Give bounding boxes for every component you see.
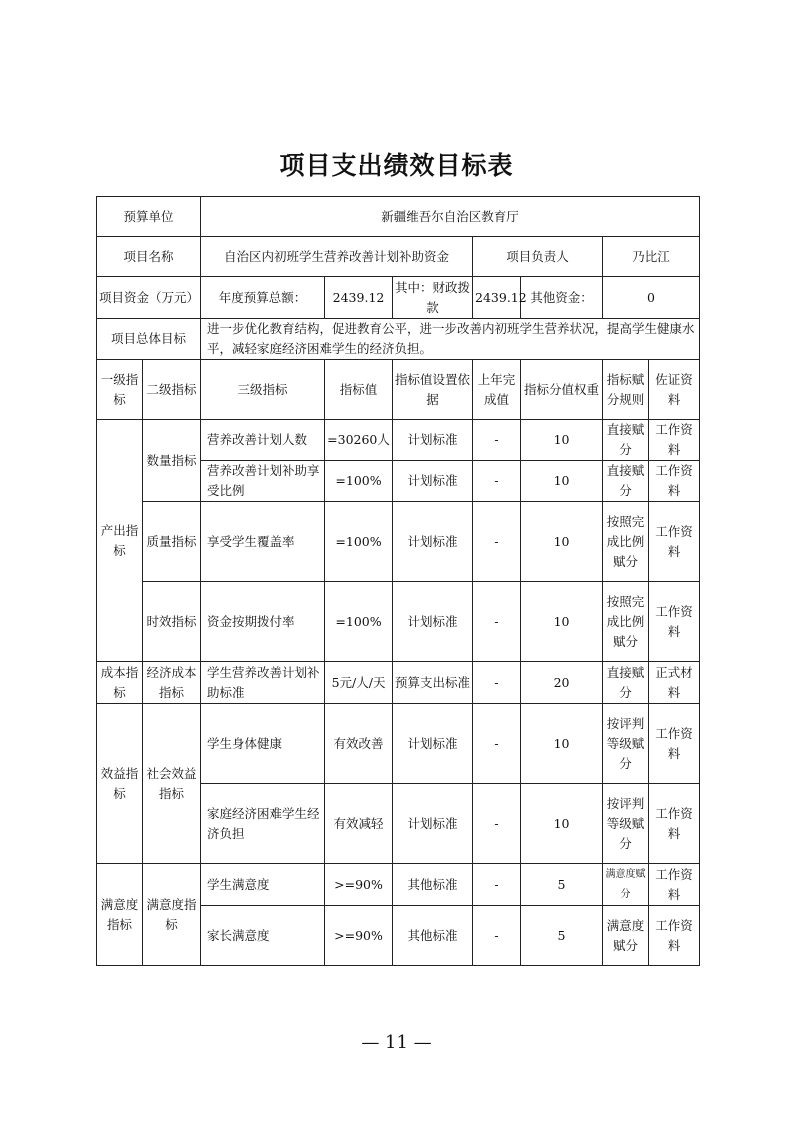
value-cell: =100% — [325, 582, 393, 662]
table-row — [97, 420, 700, 461]
level2-cell: 质量指标 — [143, 502, 201, 582]
indicator-cell: 资金按期拨付率 — [201, 582, 325, 662]
table-row — [97, 864, 700, 906]
evidence-cell: 工作资料 — [649, 864, 700, 906]
unit-value: 新疆维吾尔自治区教育厅 — [201, 197, 700, 237]
value-cell: =30260人 — [325, 420, 393, 461]
value-cell: 有效改善 — [325, 704, 393, 784]
rule-cell: 满意度赋分 — [603, 906, 649, 966]
indicator-cell: 享受学生覆盖率 — [201, 502, 325, 582]
last-year-cell: - — [473, 784, 521, 864]
evidence-cell: 工作资料 — [649, 420, 700, 461]
page-title: 项目支出绩效目标表 — [279, 151, 514, 180]
indicator-cell: 营养改善计划补助享受比例 — [201, 461, 325, 502]
basis-cell: 计划标准 — [393, 704, 473, 784]
other-funds-value: 0 — [603, 277, 700, 319]
weight-cell: 5 — [521, 864, 603, 906]
level2-cell: 数量指标 — [143, 420, 201, 502]
level2-cell: 社会效益指标 — [143, 704, 201, 864]
last-year-cell: - — [473, 582, 521, 662]
evidence-cell: 工作资料 — [649, 784, 700, 864]
annual-budget-label: 年度预算总额： — [201, 277, 325, 319]
rule-cell: 按照完成比例赋分 — [603, 502, 649, 582]
last-year-cell: - — [473, 420, 521, 461]
fiscal-value: 2439.12 — [473, 277, 521, 319]
weight-cell: 10 — [521, 502, 603, 582]
basis-cell: 其他标准 — [393, 906, 473, 966]
indicator-cell: 学生满意度 — [201, 864, 325, 906]
basis-cell: 其他标准 — [393, 864, 473, 906]
page-number: — 11 — — [361, 1032, 432, 1053]
level1-cell: 满意度指标 — [97, 864, 143, 966]
column-header: 指标分值权重 — [521, 360, 603, 420]
performance-target-table — [96, 196, 700, 966]
value-cell: 5元/人/天 — [325, 662, 393, 704]
evidence-cell: 工作资料 — [649, 906, 700, 966]
basis-cell: 计划标准 — [393, 582, 473, 662]
annual-budget-value: 2439.12 — [325, 277, 393, 319]
weight-cell: 10 — [521, 582, 603, 662]
rule-cell: 满意度赋分 — [603, 864, 649, 906]
rule-cell: 直接赋分 — [603, 420, 649, 461]
last-year-cell: - — [473, 662, 521, 704]
level1-cell: 产出指标 — [97, 420, 143, 662]
rule-cell: 按评判等级赋分 — [603, 784, 649, 864]
indicator-cell: 学生身体健康 — [201, 704, 325, 784]
indicator-cell: 家长满意度 — [201, 906, 325, 966]
weight-cell: 5 — [521, 906, 603, 966]
level2-cell: 满意度指标 — [143, 864, 201, 966]
last-year-cell: - — [473, 502, 521, 582]
owner-label: 项目负责人 — [473, 237, 603, 277]
evidence-cell: 工作资料 — [649, 582, 700, 662]
basis-cell: 计划标准 — [393, 502, 473, 582]
other-funds-label: 其他资金： — [521, 277, 603, 319]
level2-cell: 经济成本指标 — [143, 662, 201, 704]
column-header: 指标值设置依据 — [393, 360, 473, 420]
weight-cell: 10 — [521, 784, 603, 864]
column-header: 佐证资料 — [649, 360, 700, 420]
basis-cell: 计划标准 — [393, 784, 473, 864]
basis-cell: 预算支出标准 — [393, 662, 473, 704]
column-header: 指标值 — [325, 360, 393, 420]
evidence-cell: 正式材料 — [649, 662, 700, 704]
last-year-cell: - — [473, 704, 521, 784]
basis-cell: 计划标准 — [393, 420, 473, 461]
column-header: 一级指标 — [97, 360, 143, 420]
owner-value: 乃比江 — [603, 237, 700, 277]
indicator-cell: 学生营养改善计划补助标准 — [201, 662, 325, 704]
project-name-label: 项目名称 — [97, 237, 201, 277]
last-year-cell: - — [473, 461, 521, 502]
level1-cell: 效益指标 — [97, 704, 143, 864]
weight-cell: 10 — [521, 704, 603, 784]
value-cell: >=90% — [325, 864, 393, 906]
rule-cell: 按照完成比例赋分 — [603, 582, 649, 662]
column-header: 上年完成值 — [473, 360, 521, 420]
column-header: 指标赋分规则 — [603, 360, 649, 420]
evidence-cell: 工作资料 — [649, 704, 700, 784]
rule-cell: 直接赋分 — [603, 461, 649, 502]
last-year-cell: - — [473, 864, 521, 906]
basis-cell: 计划标准 — [393, 461, 473, 502]
goal-label: 项目总体目标 — [97, 319, 201, 360]
value-cell: >=90% — [325, 906, 393, 966]
indicator-cell: 家庭经济困难学生经济负担 — [201, 784, 325, 864]
rule-cell: 直接赋分 — [603, 662, 649, 704]
table-row — [97, 502, 700, 582]
table-row — [97, 662, 700, 704]
level2-cell: 时效指标 — [143, 582, 201, 662]
column-header: 三级指标 — [201, 360, 325, 420]
funds-label: 项目资金（万元） — [97, 277, 201, 319]
value-cell: =100% — [325, 461, 393, 502]
last-year-cell: - — [473, 906, 521, 966]
table-row — [97, 582, 700, 662]
weight-cell: 20 — [521, 662, 603, 704]
unit-label: 预算单位 — [97, 197, 201, 237]
goal-value: 进一步优化教育结构，促进教育公平，进一步改善内初班学生营养状况，提高学生健康水平，减轻家庭经济困难学生的经济负担。 — [201, 319, 700, 360]
level1-cell: 成本指标 — [97, 662, 143, 704]
weight-cell: 10 — [521, 420, 603, 461]
indicator-cell: 营养改善计划人数 — [201, 420, 325, 461]
evidence-cell: 工作资料 — [649, 502, 700, 582]
project-name-value: 自治区内初班学生营养改善计划补助资金 — [201, 237, 473, 277]
table-row — [97, 704, 700, 784]
rule-cell: 按评判等级赋分 — [603, 704, 649, 784]
column-header: 二级指标 — [143, 360, 201, 420]
value-cell: =100% — [325, 502, 393, 582]
evidence-cell: 工作资料 — [649, 461, 700, 502]
fiscal-label: 其中：财政拨款 — [393, 277, 473, 319]
weight-cell: 10 — [521, 461, 603, 502]
value-cell: 有效减轻 — [325, 784, 393, 864]
